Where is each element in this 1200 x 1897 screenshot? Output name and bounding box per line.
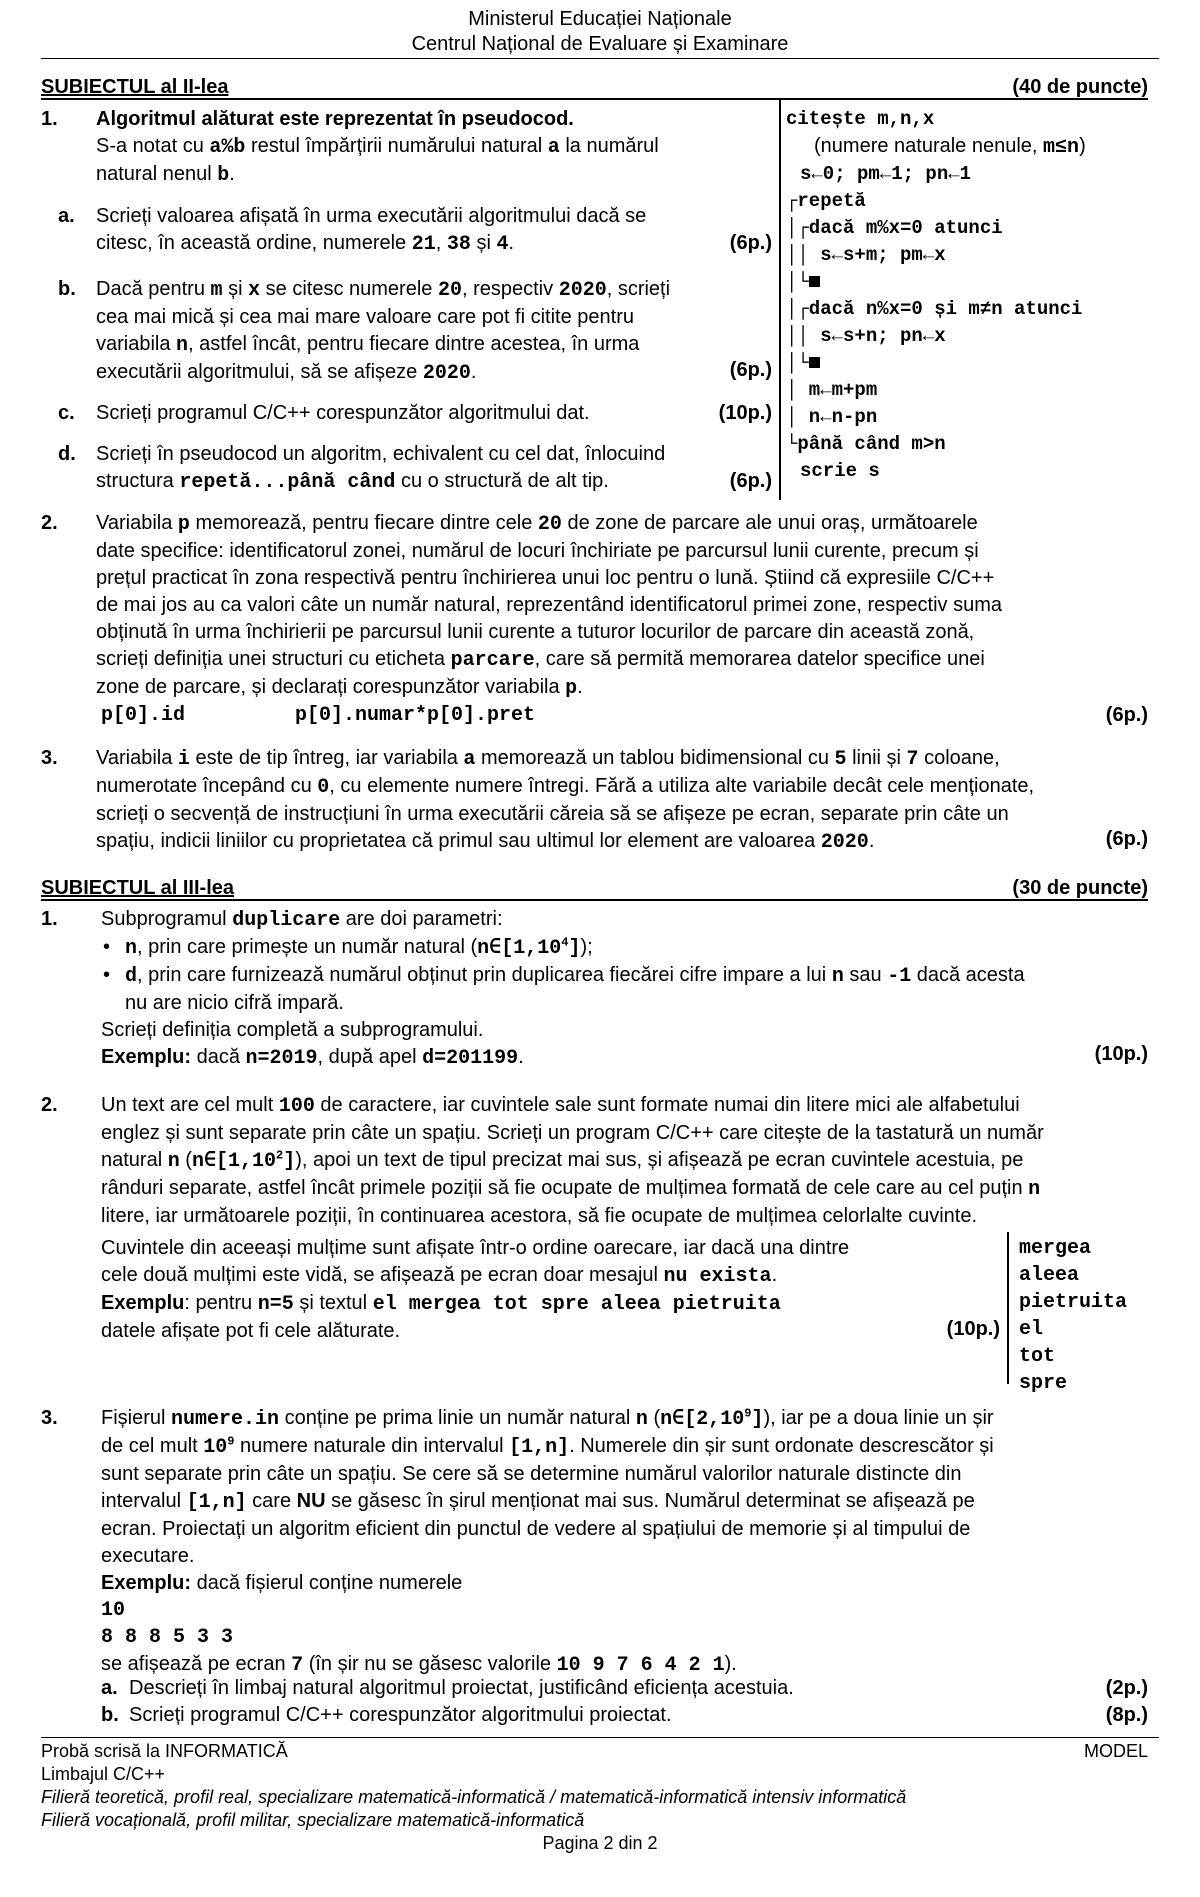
s2-q2-expr-2: p[0].numar*p[0].pret bbox=[295, 704, 536, 727]
s2-q2-points: (6p.) bbox=[1105, 704, 1148, 726]
output-line: pietruita bbox=[1019, 1291, 1128, 1314]
output-line: mergea bbox=[1019, 1237, 1092, 1260]
s2-q1d-text: Scrieți în pseudocod un algoritm, echivalent cu cel dat, înlocuind structura repetă...până când cu o structură de alt tip. bbox=[96, 443, 666, 494]
s2-q1a-points: (6p.) bbox=[729, 232, 772, 254]
pseudo-line: ││ s←s+n; pn←x bbox=[786, 325, 946, 347]
s3-q3b-letter: b. bbox=[101, 1704, 119, 1726]
s2-q1c-letter: c. bbox=[58, 402, 75, 424]
footer-page-number: Pagina 2 din 2 bbox=[542, 1833, 658, 1853]
s2-q2-expr-1: p[0].id bbox=[101, 704, 186, 727]
section-2-header bbox=[41, 74, 1148, 100]
s2-q1a-text: Scrieți valoarea afișată în urma executării algoritmului dacă se citesc, în această ordine, numerele 21, 38 și 4. bbox=[96, 205, 647, 256]
s2-q1b-letter: b. bbox=[58, 278, 76, 300]
section-2-title: SUBIECTUL al II-lea bbox=[41, 76, 229, 98]
s2-q3-text: Variabila i este de tip întreg, iar variabila a memorează un tablou bidimensional cu 5 linii și 7 coloane, numerotate începând cu 0, cu elemente numere întregi. Fără a utiliza alte variabile decât cele menționate, scrieți o secvență de instrucțiuni în urma executării căreia să se afișeze pe ecran, separate prin câte un spațiu, indicii liniilor cu proprietatea că primul sau ultimul lor element are valoarea 2020. bbox=[96, 747, 1035, 854]
s3-q3-number: 3. bbox=[41, 1407, 58, 1429]
s2-q1-body bbox=[96, 106, 772, 189]
footer-profile-1: Filieră teoretică, profil real, specializare matematică-informatică / matematică-informatică intensiv informatică bbox=[41, 1787, 907, 1807]
pseudocode-separator bbox=[779, 100, 781, 500]
footer-model: MODEL bbox=[1083, 1741, 1148, 1761]
output-line: el bbox=[1019, 1318, 1044, 1341]
pseudo-line: │ m←m+pm bbox=[786, 379, 878, 401]
s3-q3b-text: Scrieți programul C/C++ corespunzător algoritmului proiectat. bbox=[129, 1704, 672, 1726]
pseudo-line: │┌dacă n%x=0 și m≠n atunci bbox=[786, 298, 1083, 320]
s2-q3-number: 3. bbox=[41, 747, 58, 769]
section-2-points: (40 de puncte) bbox=[1012, 76, 1148, 98]
s2-q1-number: 1. bbox=[41, 108, 58, 130]
footer-profile-2: Filieră vocațională, profil militar, specializare matematică-informatică bbox=[41, 1810, 585, 1830]
header-center: Centrul Național de Evaluare și Examinare bbox=[411, 33, 789, 55]
bullet-icon: • bbox=[103, 964, 111, 986]
header-ministry: Ministerul Educației Naționale bbox=[468, 8, 732, 30]
s3-q2-points: (10p.) bbox=[946, 1318, 1000, 1340]
s2-q1b-points: (6p.) bbox=[729, 359, 772, 381]
section-3-title: SUBIECTUL al III-lea bbox=[41, 877, 235, 899]
s3-q3b-points: (8p.) bbox=[1105, 1704, 1148, 1726]
s3-q2-text-2: Cuvintele din aceeași mulțime sunt afișate într-o ordine oarecare, iar dacă una dintre cele două mulțimi este vidă, se afișează pe ecran doar mesajul nu exista. Exemplu: pentru n=5 și textul el mergea tot spre aleea pietruita datele afișate pot fi cele alăturate. bbox=[101, 1237, 850, 1342]
pseudocode-block bbox=[786, 106, 1166, 485]
section-3-header bbox=[41, 875, 1148, 901]
s2-q2-number: 2. bbox=[41, 512, 58, 534]
s2-q2-text: Variabila p memorează, pentru fiecare dintre cele 20 de zone de parcare ale unui oraș, următoarele date specifice: identificatorul zonei, numărul de locuri închiriate pe parcursul lunii curente, precum și prețul practicat în zona respectivă pentru închirierea unui loc pentru o lună. Știind că expresiile C/C++ de mai jos au ca valori câte un număr natural, reprezentând identificatorul primei zone, respectiv suma obținută în urma închirierii pe parcursul lunii curente a tuturor locurilor de parcare din această zonă, scrieți definiția unei structuri cu eticheta parcare, care să permită memorarea datelor specifice unei zone de parcare, și declarați corespunzător variabila p. bbox=[96, 512, 1003, 700]
pseudo-line: scrie s bbox=[800, 460, 880, 482]
s2-q1b-text: Dacă pentru m și x se citesc numerele 20, respectiv 2020, scrieți cea mai mică și cea mai mare valoare care pot fi citite pentru variabila n, astfel încât, pentru fiecare dintre acestea, în urma executării algoritmului, să se afișeze 2020. bbox=[96, 278, 671, 385]
s2-q1d-points: (6p.) bbox=[729, 470, 772, 492]
s2-q1-note: S-a notat cu a%b restul împărțirii numărului natural a la numărul bbox=[96, 135, 659, 159]
s2-q1-note2: natural nenul b. bbox=[96, 163, 235, 187]
s2-q1c-text: Scrieți programul C/C++ corespunzător algoritmului dat. bbox=[96, 402, 590, 424]
pseudo-line: ┌repetă bbox=[786, 190, 866, 212]
s2-q3-points: (6p.) bbox=[1105, 828, 1148, 850]
footer-divider bbox=[41, 1737, 1159, 1738]
s3-q3a-text: Descrieți în limbaj natural algoritmul proiectat, justificând eficiența acestuia. bbox=[129, 1677, 794, 1699]
pseudo-line: ││ s←s+m; pm←x bbox=[786, 244, 946, 266]
s3-q1-number: 1. bbox=[41, 908, 58, 930]
s2-q1a-letter: a. bbox=[58, 205, 75, 227]
s3-q3-text: Fișierul numere.in conține pe prima linie un număr natural n (n∈[2,10$^9$]), iar pe a doua linie un șir de cel mult $10^9$ numere naturale din intervalul [1,n]. Numerele din șir sunt ordonate descrescător și sunt separate prin câte un spațiu. Se cere să se determine numărul valorilor naturale distincte din intervalul [1,n] care NU se găsesc în șirul menționat mai sus. Numărul determinat se afișează pe ecran. Proiectați un algoritm eficient din punctul de vedere al spațiului de memorie și al timpului de executare. Exemplu: dacă fișierul conține numerele 10 8 8 8 5 3 3 se afișează pe ecran 7 (în șir nu se găsesc valorile 10 9 7 6 4 2 1). bbox=[101, 1406, 994, 1677]
pseudo-line: │ n←n-pn bbox=[786, 406, 878, 428]
output-line: aleea bbox=[1019, 1264, 1080, 1287]
footer-exam: Probă scrisă la INFORMATICĂ bbox=[41, 1741, 288, 1761]
s3-q3a-letter: a. bbox=[101, 1677, 118, 1699]
block-end-icon bbox=[809, 276, 820, 287]
footer-language: Limbajul C/C++ bbox=[41, 1764, 166, 1784]
pseudo-line: └până când m>n bbox=[786, 433, 946, 455]
header-divider bbox=[41, 58, 1159, 59]
s2-q1d-letter: d. bbox=[58, 443, 76, 465]
pseudo-line: │└ bbox=[786, 269, 1166, 296]
output-line: tot bbox=[1019, 1345, 1056, 1368]
s3-q1-points: (10p.) bbox=[1094, 1043, 1148, 1065]
s2-q1-title: Algoritmul alăturat este reprezentat în pseudocod. bbox=[96, 108, 574, 130]
s3-q3a-points: (2p.) bbox=[1105, 1677, 1148, 1699]
s3-q2-output bbox=[1019, 1235, 1127, 1397]
block-end-icon bbox=[809, 357, 820, 368]
bullet-icon: • bbox=[103, 936, 111, 958]
pseudo-line: citește m,n,x bbox=[786, 108, 935, 130]
s3-q2-text: Un text are cel mult 100 de caractere, iar cuvintele sale sunt formate numai din litere mici ale alfabetului englez și sunt separate prin câte un spațiu. Scrieți un program C/C++ care citește de la tastatură un număr natural n (n∈[1,10$^2$]), apoi un text de tipul precizat mai sus, și afișează pe ecran cuvintele acestuia, pe rânduri separate, astfel încât primele poziții să fie ocupate de mulțimea formată de cele care au cel puțin n litere, iar următoarele poziții, în continuarea acestora, să fie ocupate de mulțimea celorlalte cuvinte. bbox=[101, 1094, 1044, 1227]
pseudo-line: │└ bbox=[786, 350, 1166, 377]
s3-q2-output-separator bbox=[1007, 1232, 1009, 1384]
s3-q2-number: 2. bbox=[41, 1094, 58, 1116]
s2-q1c-points: (10p.) bbox=[718, 402, 772, 424]
pseudo-line: │┌dacă m%x=0 atunci bbox=[786, 217, 1003, 239]
pseudo-line: s←0; pm←1; pn←1 bbox=[800, 163, 972, 185]
section-3-points: (30 de puncte) bbox=[1012, 877, 1148, 899]
pseudo-line: (numere naturale nenule, m≤n) bbox=[814, 135, 1086, 159]
s3-q1-text: Subprogramul duplicare are doi parametri: • n, prin care primește un număr natural (n∈[1,10$^4$]); • d, prin care furnizează numărul obținut prin duplicarea fiecărei cifre impare a lui n sau -1 dacă acesta nu are nicio cifră impară. Scrieți definiția completă a subprogramului. Exemplu: dacă n=2019, după apel d=201199. bbox=[101, 908, 1025, 1070]
output-line: spre bbox=[1019, 1372, 1068, 1395]
